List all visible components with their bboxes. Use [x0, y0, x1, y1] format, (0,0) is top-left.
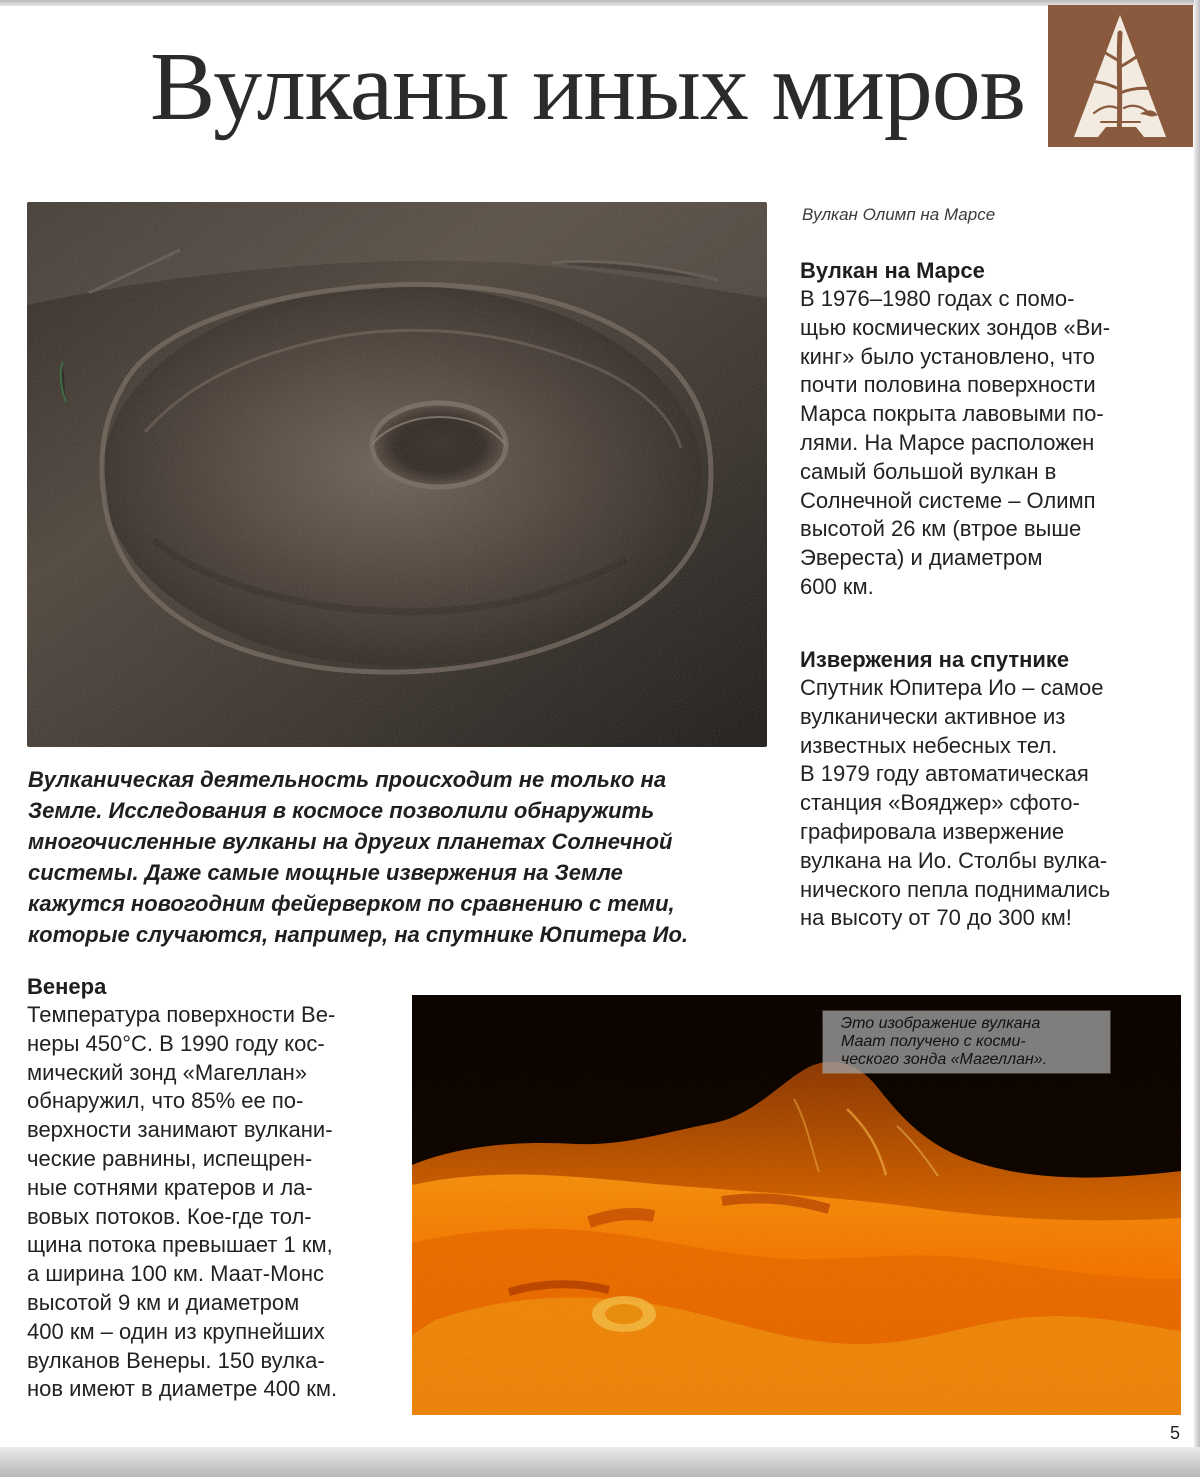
- mars-photo-caption: Вулкан Олимп на Марсе: [802, 205, 996, 224]
- mars-heading: Вулкан на Марсе: [800, 258, 985, 283]
- bottom-border: [0, 1447, 1200, 1477]
- mars-body-text: В 1976–1980 годах с помо- щью космических зондов «Ви- кинг» было установлено, что почти половина поверхности Марса покрыта лавовыми по- лями. На Марсе расположен самый большой вулкан в Солнечной системе – Олимп высотой 26 км (втрое выше Эвереста) и диаметром 600 км.: [800, 286, 1111, 599]
- series-logo-icon: [1048, 5, 1193, 147]
- page-title: Вулканы иных миров: [150, 33, 1026, 141]
- page-number: 5: [1169, 1423, 1180, 1443]
- venus-body-text: Температура поверхности Ве- неры 450°С. В 1990 году кос- мический зонд «Магеллан» обнаружил, что 85% ее по- верхности занимают вулкани- ческие равнины, испещрен- ные сотнями кратеров и ла- вовых потоков. Кое-где тол- щина потока превышает 1 км, а ширина 100 км. Маат-Монс высотой 9 км и диаметром 400 км – один из крупнейших вулканов Венеры. 150 вулка- нов имеют в диаметре 400 км.: [27, 1002, 338, 1402]
- top-border: [0, 0, 1200, 6]
- intro-paragraph: Вулканическая деятельность происходит не только на Земле. Исследования в космосе позволили обнаружить многочисленные вулканы на других планетах Солнечной системы. Даже самые мощные извержения на Земле кажутся новогодним фейерверком по сравнению с теми, которые случаются, например, на спутнике Юпитера Ио.: [28, 767, 689, 948]
- io-heading: Извержения на спутнике: [800, 647, 1070, 672]
- venus-heading: Венера: [27, 974, 107, 999]
- venus-photo-caption: Это изображение вулкана Маат получено с косми- ческого зонда «Магеллан».: [823, 1011, 1110, 1073]
- io-body-text: Спутник Юпитера Ио – самое вулканически активное из известных небесных тел. В 1979 году автоматическая станция «Вояджер» сфото- графировала извержение вулкана на Ио. Столбы вулка- нического пепла поднимались на высоту от 70 до 300 км!: [800, 675, 1111, 931]
- mars-olympus-photo: [27, 202, 767, 747]
- right-border: [1194, 0, 1200, 1477]
- io-section: [800, 646, 1172, 933]
- mars-section: [800, 257, 1172, 602]
- venus-section: [27, 973, 392, 1404]
